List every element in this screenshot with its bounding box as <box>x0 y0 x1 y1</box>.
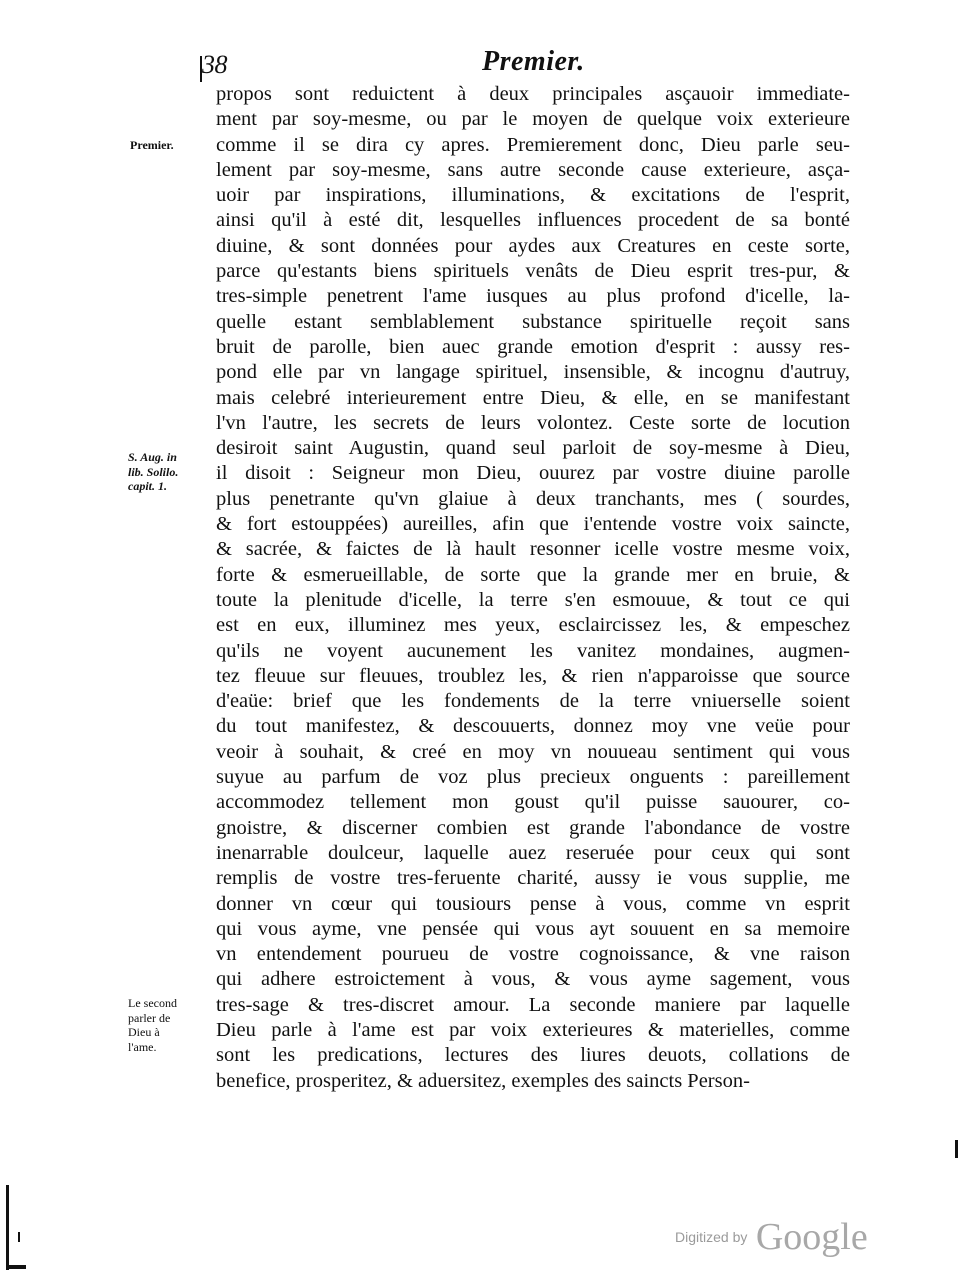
text-line: bruit de parolle, bien auec grande emotion d'esprit : aussy res- <box>216 335 850 358</box>
scan-edge-mark <box>6 1185 9 1270</box>
marginal-note-augustin <box>128 450 208 494</box>
text-line: & sacrée, & faictes de là hault resonner icelle vostre mesme voix, <box>216 538 850 561</box>
text-line: parce qu'estants biens spirituels venâts de Dieu esprit tres-pur, & <box>216 260 850 283</box>
text-line: remplis de vostre tres-feruente charité, aussy ie vous supplie, me <box>216 867 850 890</box>
text-line: comme il se dira cy apres. Premierement donc, Dieu parle seu- <box>216 133 850 156</box>
marginal-note-line: l'ame. <box>128 1039 157 1054</box>
running-head: Premier. <box>482 46 585 77</box>
page-number: 38 <box>202 50 227 79</box>
text-line: tez fleuue sur fleuues, troublez les, & rien n'apparoisse que source <box>216 664 850 687</box>
scan-edge-mark <box>6 1265 26 1269</box>
text-line: toute la plenitude d'icelle, la terre s'en esmouue, & tout ce qui <box>216 588 850 611</box>
text-line: du tout manifestez, & descouuerts, donnez moy vne veüe pour <box>216 715 850 738</box>
marginal-note-line: Dieu à <box>128 1025 160 1039</box>
text-line: diuine, & sont données pour aydes aux Creatures en ceste sorte, <box>216 234 850 257</box>
text-line: sont les predications, lectures des liures deuots, collations de <box>216 1044 850 1067</box>
text-line: propos sont reduictent à deux principales asçauoir immediate- <box>216 83 850 105</box>
text-line: pond elle par vn langage spirituel, insensible, & incognu d'autruy, <box>216 361 850 384</box>
google-logo: Google <box>755 1216 868 1258</box>
text-line: tres-simple penetrent l'ame iusques au plus profond d'icelle, la- <box>216 285 850 308</box>
text-line: suyue au parfum de voz plus precieux onguents : pareillement <box>216 766 850 789</box>
text-line: qu'ils ne voyent aucunement les vanitez mondaines, augmen- <box>216 639 850 662</box>
text-line: vn entendement pourueu de vostre cognoissance, & vne raison <box>216 943 850 966</box>
scan-edge-mark <box>18 1232 20 1242</box>
text-line: tres-sage & tres-discret amour. La seconde maniere par laquelle <box>216 993 850 1016</box>
scan-edge-mark <box>955 1140 958 1158</box>
marginal-note-line: capit. 1. <box>128 479 167 493</box>
digitized-by-watermark <box>675 1215 868 1259</box>
marginal-note-line: lib. Solilo. <box>128 464 179 479</box>
text-line: mais celebré interieurement entre Dieu, & elle, en se manifestant <box>216 386 850 409</box>
digitized-prefix: Digitized by <box>675 1229 748 1245</box>
text-line: donner vn cœur qui tousiours pense à vous, comme vn esprit <box>216 892 850 915</box>
text-line: d'eaüe: brief que les fondements de la terre vniuerselle soient <box>216 690 850 713</box>
text-line: ment par soy-mesme, ou par le moyen de quelque voix exterieure <box>216 108 850 131</box>
marginal-note-premier: Premier. <box>130 138 174 152</box>
text-line: gnoistre, & discerner combien est grande l'abondance de vostre <box>216 816 850 839</box>
text-line: plus penetrante qu'vn glaiue à deux tranchants, mes ( sourdes, <box>216 487 850 510</box>
text-line: forte & esmerueillable, de sorte que la grande mer en bruie, & <box>216 563 850 586</box>
text-line: inenarrable doulceur, laquelle auez reseruée pour ceux qui sont <box>216 841 850 864</box>
text-line: il disoit : Seigneur mon Dieu, ouurez par vostre diuine parolle <box>216 462 850 485</box>
marginal-note-line: S. Aug. in <box>128 450 177 464</box>
text-line: quelle estant semblablement substance spirituelle reçoit sans <box>216 310 850 333</box>
text-line: accommodez tellement mon goust qu'il puisse sauourer, co- <box>216 791 850 814</box>
text-line: qui adhere estroictement à vous, & vous ayme sagement, vous <box>216 968 850 991</box>
marginal-note-line: Le second <box>128 996 177 1010</box>
body-text <box>216 82 850 1094</box>
marginal-note-line: parler de <box>128 1010 171 1025</box>
text-line: Dieu parle à l'ame est par voix exterieures & materielles, comme <box>216 1018 850 1041</box>
text-line: veoir à souhait, & creé en moy vn nouueau sentiment qui vous <box>216 740 850 763</box>
text-line: uoir par inspirations, illuminations, & excitations de l'esprit, <box>216 184 850 207</box>
text-line: benefice, prosperitez, & aduersitez, exemples des saincts Person- <box>216 1069 750 1092</box>
text-line: est en eux, illuminez mes yeux, esclaircissez les, & empeschez <box>216 614 850 637</box>
text-line: ainsi qu'il à esté dit, lesquelles influences procedent de sa bonté <box>216 209 850 232</box>
text-line: & fort estouppées) aureilles, afin que i'entende vostre voix saincte, <box>216 513 850 536</box>
text-line: l'vn l'autre, les secrets de leurs volontez. Ceste sorte de locution <box>216 411 850 434</box>
text-line: desiroit saint Augustin, quand seul parloit de soy-mesme à Dieu, <box>216 437 850 460</box>
text-line: lement par soy-mesme, sans autre seconde cause exterieure, asça- <box>216 158 850 181</box>
marginal-note-second-parler <box>128 996 208 1054</box>
text-line: qui vous ayme, vne pensée qui vous ayt souuent en sa memoire <box>216 917 850 940</box>
